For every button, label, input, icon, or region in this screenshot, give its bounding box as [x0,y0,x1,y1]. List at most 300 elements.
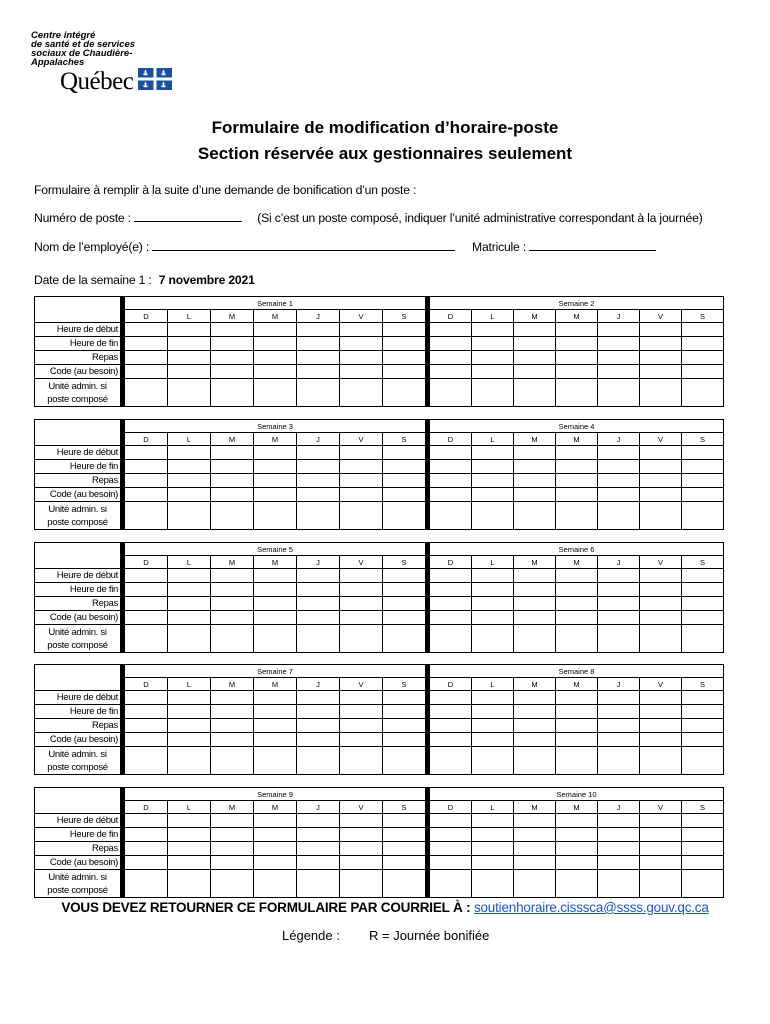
schedule-cell[interactable] [125,625,168,653]
schedule-cell[interactable] [254,856,297,870]
schedule-cell[interactable] [598,870,640,898]
schedule-cell[interactable] [254,597,297,611]
schedule-cell[interactable] [640,323,682,337]
schedule-cell[interactable] [430,379,472,407]
schedule-cell[interactable] [472,446,514,460]
schedule-cell[interactable] [254,337,297,351]
schedule-cell[interactable] [682,569,724,583]
schedule-cell[interactable] [682,719,724,733]
schedule-cell[interactable] [383,747,426,775]
schedule-cell[interactable] [211,842,254,856]
schedule-cell[interactable] [640,502,682,530]
schedule-cell[interactable] [125,842,168,856]
schedule-cell[interactable] [556,705,598,719]
schedule-cell[interactable] [640,446,682,460]
schedule-cell[interactable] [125,856,168,870]
schedule-cell[interactable] [514,828,556,842]
schedule-cell[interactable] [125,474,168,488]
schedule-cell[interactable] [598,705,640,719]
schedule-cell[interactable] [556,323,598,337]
schedule-cell[interactable] [640,691,682,705]
schedule-cell[interactable] [514,856,556,870]
schedule-cell[interactable] [640,474,682,488]
schedule-cell[interactable] [640,870,682,898]
schedule-cell[interactable] [125,814,168,828]
matricule-field[interactable] [529,240,656,251]
schedule-cell[interactable] [598,446,640,460]
schedule-cell[interactable] [254,828,297,842]
schedule-cell[interactable] [340,474,383,488]
schedule-cell[interactable] [598,842,640,856]
schedule-cell[interactable] [297,460,340,474]
schedule-cell[interactable] [211,625,254,653]
schedule-cell[interactable] [430,474,472,488]
schedule-cell[interactable] [598,460,640,474]
schedule-cell[interactable] [340,856,383,870]
schedule-cell[interactable] [682,705,724,719]
schedule-cell[interactable] [682,351,724,365]
schedule-cell[interactable] [340,705,383,719]
schedule-cell[interactable] [514,842,556,856]
schedule-cell[interactable] [556,828,598,842]
schedule-cell[interactable] [556,597,598,611]
schedule-cell[interactable] [640,747,682,775]
schedule-cell[interactable] [254,814,297,828]
schedule-cell[interactable] [514,474,556,488]
schedule-cell[interactable] [640,597,682,611]
schedule-cell[interactable] [472,842,514,856]
schedule-cell[interactable] [168,719,211,733]
schedule-cell[interactable] [598,583,640,597]
schedule-cell[interactable] [640,351,682,365]
schedule-cell[interactable] [340,611,383,625]
schedule-cell[interactable] [168,597,211,611]
schedule-cell[interactable] [383,733,426,747]
schedule-cell[interactable] [168,870,211,898]
schedule-cell[interactable] [598,828,640,842]
schedule-cell[interactable] [472,365,514,379]
schedule-cell[interactable] [168,365,211,379]
schedule-cell[interactable] [383,583,426,597]
schedule-cell[interactable] [514,747,556,775]
schedule-cell[interactable] [430,337,472,351]
schedule-cell[interactable] [383,446,426,460]
schedule-cell[interactable] [556,337,598,351]
schedule-cell[interactable] [598,365,640,379]
schedule-cell[interactable] [125,705,168,719]
schedule-cell[interactable] [472,337,514,351]
schedule-cell[interactable] [514,488,556,502]
schedule-cell[interactable] [297,569,340,583]
schedule-cell[interactable] [383,365,426,379]
schedule-cell[interactable] [125,323,168,337]
schedule-cell[interactable] [297,870,340,898]
schedule-cell[interactable] [297,474,340,488]
schedule-cell[interactable] [125,337,168,351]
schedule-cell[interactable] [340,870,383,898]
schedule-cell[interactable] [383,502,426,530]
schedule-cell[interactable] [383,719,426,733]
schedule-cell[interactable] [211,474,254,488]
schedule-cell[interactable] [254,625,297,653]
schedule-cell[interactable] [430,351,472,365]
schedule-cell[interactable] [297,705,340,719]
schedule-cell[interactable] [297,597,340,611]
schedule-cell[interactable] [556,488,598,502]
schedule-cell[interactable] [254,379,297,407]
schedule-cell[interactable] [556,583,598,597]
schedule-cell[interactable] [297,365,340,379]
schedule-cell[interactable] [472,597,514,611]
schedule-cell[interactable] [211,337,254,351]
schedule-cell[interactable] [598,747,640,775]
schedule-cell[interactable] [211,870,254,898]
schedule-cell[interactable] [640,337,682,351]
schedule-cell[interactable] [340,583,383,597]
schedule-cell[interactable] [168,474,211,488]
schedule-cell[interactable] [682,597,724,611]
schedule-cell[interactable] [168,351,211,365]
schedule-cell[interactable] [472,488,514,502]
schedule-cell[interactable] [254,474,297,488]
schedule-cell[interactable] [514,379,556,407]
schedule-cell[interactable] [125,870,168,898]
schedule-cell[interactable] [340,323,383,337]
schedule-cell[interactable] [430,365,472,379]
schedule-cell[interactable] [430,597,472,611]
schedule-cell[interactable] [682,814,724,828]
schedule-cell[interactable] [598,814,640,828]
schedule-cell[interactable] [640,460,682,474]
schedule-cell[interactable] [430,323,472,337]
schedule-cell[interactable] [125,365,168,379]
schedule-cell[interactable] [383,828,426,842]
schedule-cell[interactable] [254,733,297,747]
schedule-cell[interactable] [682,460,724,474]
schedule-cell[interactable] [297,611,340,625]
schedule-cell[interactable] [514,337,556,351]
schedule-cell[interactable] [514,597,556,611]
schedule-cell[interactable] [556,719,598,733]
schedule-cell[interactable] [168,446,211,460]
schedule-cell[interactable] [640,488,682,502]
schedule-cell[interactable] [682,611,724,625]
schedule-cell[interactable] [125,719,168,733]
schedule-cell[interactable] [125,691,168,705]
schedule-cell[interactable] [430,814,472,828]
schedule-cell[interactable] [254,569,297,583]
schedule-cell[interactable] [383,611,426,625]
schedule-cell[interactable] [514,611,556,625]
schedule-cell[interactable] [430,842,472,856]
schedule-cell[interactable] [472,611,514,625]
schedule-cell[interactable] [383,379,426,407]
schedule-cell[interactable] [514,583,556,597]
schedule-cell[interactable] [556,379,598,407]
schedule-cell[interactable] [472,502,514,530]
schedule-cell[interactable] [168,488,211,502]
schedule-cell[interactable] [340,337,383,351]
schedule-cell[interactable] [556,814,598,828]
schedule-cell[interactable] [556,733,598,747]
schedule-cell[interactable] [430,691,472,705]
schedule-cell[interactable] [430,747,472,775]
schedule-cell[interactable] [383,460,426,474]
schedule-cell[interactable] [430,569,472,583]
schedule-cell[interactable] [340,502,383,530]
schedule-cell[interactable] [125,351,168,365]
schedule-cell[interactable] [514,870,556,898]
schedule-cell[interactable] [254,502,297,530]
schedule-cell[interactable] [472,691,514,705]
schedule-cell[interactable] [383,842,426,856]
schedule-cell[interactable] [340,488,383,502]
schedule-cell[interactable] [598,856,640,870]
schedule-cell[interactable] [254,583,297,597]
schedule-cell[interactable] [168,733,211,747]
schedule-cell[interactable] [383,814,426,828]
schedule-cell[interactable] [598,488,640,502]
schedule-cell[interactable] [640,625,682,653]
schedule-cell[interactable] [514,814,556,828]
schedule-cell[interactable] [211,814,254,828]
schedule-cell[interactable] [340,625,383,653]
schedule-cell[interactable] [125,488,168,502]
schedule-cell[interactable] [254,870,297,898]
schedule-cell[interactable] [556,502,598,530]
schedule-cell[interactable] [168,323,211,337]
schedule-cell[interactable] [430,828,472,842]
schedule-cell[interactable] [598,323,640,337]
schedule-cell[interactable] [340,351,383,365]
schedule-cell[interactable] [125,446,168,460]
schedule-cell[interactable] [125,460,168,474]
schedule-cell[interactable] [556,856,598,870]
schedule-cell[interactable] [297,351,340,365]
schedule-cell[interactable] [383,625,426,653]
schedule-cell[interactable] [514,502,556,530]
schedule-cell[interactable] [430,870,472,898]
schedule-cell[interactable] [682,502,724,530]
schedule-cell[interactable] [340,814,383,828]
schedule-cell[interactable] [383,569,426,583]
schedule-cell[interactable] [472,474,514,488]
schedule-cell[interactable] [598,474,640,488]
schedule-cell[interactable] [430,733,472,747]
schedule-cell[interactable] [297,856,340,870]
schedule-cell[interactable] [125,733,168,747]
schedule-cell[interactable] [168,691,211,705]
schedule-cell[interactable] [168,625,211,653]
schedule-cell[interactable] [211,719,254,733]
schedule-cell[interactable] [254,351,297,365]
schedule-cell[interactable] [598,611,640,625]
schedule-cell[interactable] [556,691,598,705]
schedule-cell[interactable] [383,474,426,488]
schedule-cell[interactable] [211,597,254,611]
schedule-cell[interactable] [682,828,724,842]
schedule-cell[interactable] [297,625,340,653]
schedule-cell[interactable] [211,856,254,870]
schedule-cell[interactable] [211,583,254,597]
schedule-cell[interactable] [640,733,682,747]
schedule-cell[interactable] [472,870,514,898]
schedule-cell[interactable] [556,569,598,583]
footer-email-link[interactable]: soutienhoraire.cisssca@ssss.gouv.qc.ca [473,900,709,915]
schedule-cell[interactable] [211,460,254,474]
schedule-cell[interactable] [254,611,297,625]
schedule-cell[interactable] [640,705,682,719]
schedule-cell[interactable] [682,337,724,351]
schedule-cell[interactable] [598,337,640,351]
schedule-cell[interactable] [211,446,254,460]
schedule-cell[interactable] [168,502,211,530]
schedule-cell[interactable] [297,379,340,407]
schedule-cell[interactable] [254,719,297,733]
schedule-cell[interactable] [297,323,340,337]
schedule-cell[interactable] [297,488,340,502]
schedule-cell[interactable] [383,351,426,365]
schedule-cell[interactable] [168,705,211,719]
schedule-cell[interactable] [514,446,556,460]
schedule-cell[interactable] [168,747,211,775]
schedule-cell[interactable] [640,583,682,597]
schedule-cell[interactable] [640,828,682,842]
schedule-cell[interactable] [340,569,383,583]
schedule-cell[interactable] [168,828,211,842]
schedule-cell[interactable] [682,379,724,407]
schedule-cell[interactable] [297,842,340,856]
schedule-cell[interactable] [472,323,514,337]
schedule-cell[interactable] [168,856,211,870]
schedule-cell[interactable] [472,747,514,775]
schedule-cell[interactable] [430,719,472,733]
schedule-cell[interactable] [682,870,724,898]
schedule-cell[interactable] [556,446,598,460]
schedule-cell[interactable] [254,460,297,474]
schedule-cell[interactable] [168,569,211,583]
schedule-cell[interactable] [383,488,426,502]
schedule-cell[interactable] [125,597,168,611]
schedule-cell[interactable] [640,814,682,828]
schedule-cell[interactable] [254,365,297,379]
schedule-cell[interactable] [297,814,340,828]
schedule-cell[interactable] [297,502,340,530]
schedule-cell[interactable] [297,337,340,351]
schedule-cell[interactable] [556,842,598,856]
schedule-cell[interactable] [472,733,514,747]
schedule-cell[interactable] [556,460,598,474]
schedule-cell[interactable] [297,719,340,733]
schedule-cell[interactable] [383,323,426,337]
schedule-cell[interactable] [430,446,472,460]
schedule-cell[interactable] [383,691,426,705]
schedule-cell[interactable] [211,828,254,842]
schedule-cell[interactable] [340,747,383,775]
schedule-cell[interactable] [640,842,682,856]
schedule-cell[interactable] [472,460,514,474]
schedule-cell[interactable] [211,351,254,365]
schedule-cell[interactable] [682,365,724,379]
schedule-cell[interactable] [254,705,297,719]
schedule-cell[interactable] [211,691,254,705]
schedule-cell[interactable] [340,719,383,733]
schedule-cell[interactable] [556,474,598,488]
schedule-cell[interactable] [640,365,682,379]
schedule-cell[interactable] [514,625,556,653]
schedule-cell[interactable] [211,502,254,530]
schedule-cell[interactable] [598,625,640,653]
schedule-cell[interactable] [556,625,598,653]
schedule-cell[interactable] [682,474,724,488]
schedule-cell[interactable] [168,337,211,351]
schedule-cell[interactable] [682,488,724,502]
schedule-cell[interactable] [598,379,640,407]
poste-number-field[interactable] [134,211,242,222]
schedule-cell[interactable] [297,446,340,460]
schedule-cell[interactable] [598,733,640,747]
schedule-cell[interactable] [472,351,514,365]
schedule-cell[interactable] [211,747,254,775]
schedule-cell[interactable] [168,460,211,474]
employee-name-field[interactable] [152,240,455,251]
schedule-cell[interactable] [340,691,383,705]
schedule-cell[interactable] [556,747,598,775]
schedule-cell[interactable] [682,583,724,597]
schedule-cell[interactable] [125,569,168,583]
schedule-cell[interactable] [556,351,598,365]
schedule-cell[interactable] [640,611,682,625]
schedule-cell[interactable] [297,747,340,775]
schedule-cell[interactable] [297,691,340,705]
schedule-cell[interactable] [340,597,383,611]
schedule-cell[interactable] [682,842,724,856]
schedule-cell[interactable] [254,446,297,460]
schedule-cell[interactable] [514,569,556,583]
schedule-cell[interactable] [430,625,472,653]
schedule-cell[interactable] [168,583,211,597]
schedule-cell[interactable] [297,583,340,597]
schedule-cell[interactable] [682,323,724,337]
schedule-cell[interactable] [340,460,383,474]
schedule-cell[interactable] [430,611,472,625]
schedule-cell[interactable] [640,379,682,407]
schedule-cell[interactable] [125,828,168,842]
schedule-cell[interactable] [472,705,514,719]
schedule-cell[interactable] [556,870,598,898]
schedule-cell[interactable] [598,569,640,583]
schedule-cell[interactable] [168,814,211,828]
schedule-cell[interactable] [254,691,297,705]
schedule-cell[interactable] [472,569,514,583]
schedule-cell[interactable] [640,719,682,733]
schedule-cell[interactable] [430,856,472,870]
schedule-cell[interactable] [514,733,556,747]
schedule-cell[interactable] [340,379,383,407]
schedule-cell[interactable] [514,691,556,705]
schedule-cell[interactable] [598,351,640,365]
schedule-cell[interactable] [640,569,682,583]
schedule-cell[interactable] [514,460,556,474]
schedule-cell[interactable] [125,502,168,530]
schedule-cell[interactable] [297,733,340,747]
schedule-cell[interactable] [514,719,556,733]
schedule-cell[interactable] [168,611,211,625]
schedule-cell[interactable] [430,583,472,597]
schedule-cell[interactable] [211,323,254,337]
schedule-cell[interactable] [472,379,514,407]
schedule-cell[interactable] [125,379,168,407]
